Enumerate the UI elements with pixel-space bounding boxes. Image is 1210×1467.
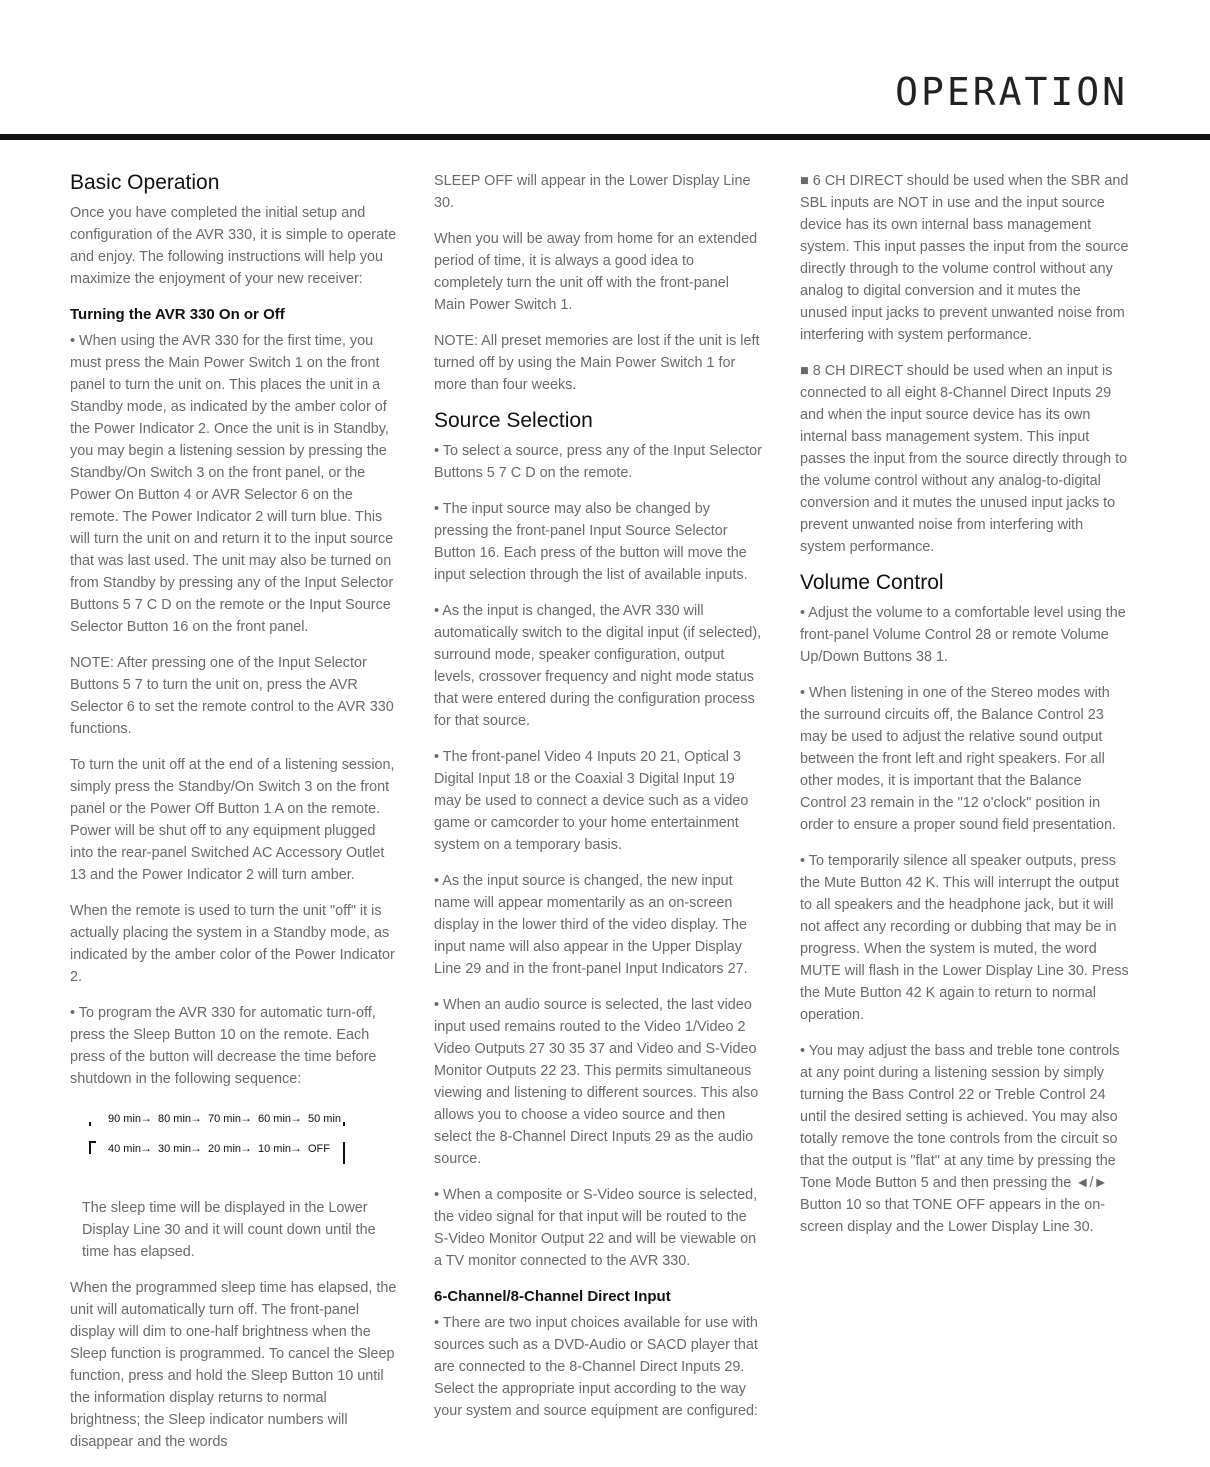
bullet-select-source: • To select a source, press any of the Input Selector Buttons 5 7 C D on the remote. (434, 443, 762, 481)
sleep-step-7: 20 min (208, 1143, 242, 1155)
sleep-arrow-8: → (290, 1141, 302, 1155)
paragraph-sleep-display: The sleep time will be displayed in the Lower Display Line 30 and it will count down until the time has elapsed. (82, 1200, 376, 1260)
heading-source-selection: Source Selection (434, 409, 593, 432)
column-2 (434, 170, 764, 1436)
sleep-arrow-0: → (140, 1111, 152, 1125)
bullet-front-panel-selector: • The input source may also be changed by pressing the front-panel Input Source Selector Button 16. Each press of the button will move the input selection through the list of available inputs. (434, 501, 748, 583)
sleep-arrow-2: → (240, 1111, 252, 1125)
intro-paragraph: Once you have completed the initial setup and configuration of the AVR 330, it is simple to operate and enjoy. The following instructions will help you maximize the enjoyment of your new receiver: (70, 205, 397, 287)
heading-direct-input: 6-Channel/8-Channel Direct Input (434, 1288, 671, 1305)
sleep-arrow-5: → (140, 1141, 152, 1155)
heading-volume-control: Volume Control (800, 571, 944, 594)
item-6ch-direct: ■ 6 CH DIRECT should be used when the SBR and SBL inputs are NOT in use and the input source device has its own internal bass management system. This input passes the input from the source directly through to the volume control without any analog to digital conversion and it mutes the unused input jacks to prevent unwanted noise from interfering with system performance. (800, 173, 1129, 343)
bullet-tone: • You may adjust the bass and treble tone controls at any point during a listening session by simply turning the Bass Control 22 or Treble Control 24 until the desired setting is achieved. You may also totally remove the tone controls from the circuit so that the output is "flat" at any time by pressing the Tone Mode Button 5 and then pressing the ◄/► Button 10 so that TONE OFF appears in the on-screen display and the Lower Display Line 30. (800, 1043, 1120, 1235)
page-title: OPERATION (895, 70, 1128, 114)
bullet-mute: • To temporarily silence all speaker outputs, press the Mute Button 42 K. This will interrupt the output to all speakers and the headphone jack, but it will not affect any recording or dubbing that may be in progress. When the system is muted, the word MUTE will flash in the Lower Display Line 30. Press the Mute Button 42 K again to return to normal operation. (800, 853, 1129, 1023)
column-1 (70, 170, 400, 1467)
bullet-input-name: • As the input source is changed, the new input name will appear momentarily as an on-screen display in the lower third of the video display. The input name will also appear in the Upper Display Line 29 and in the front-panel Input Indicators 27. (434, 873, 748, 977)
sleep-step-4: 50 min (308, 1113, 342, 1125)
paragraph-turn-off: To turn the unit off at the end of a listening session, simply press the Standby/On Switch 3 on the front panel or the Power Off Button 1 A on the remote. Power will be shut off to any equipment plugged into the rear-panel Switched AC Accessory Outlet 13 and the Power Indicator 2 will turn amber. (70, 757, 395, 883)
sleep-step-2: 70 min (208, 1113, 242, 1125)
paragraph-sleep-elapsed: When the programmed sleep time has elapsed, the unit will automatically turn off. The front-panel display will dim to one-half brightness when the Sleep function is programmed. To cancel the Sleep function, press and hold the Sleep Button 10 until the information display returns to normal brightness; the Sleep indicator numbers will disappear and the words (70, 1280, 397, 1450)
bullet-volume: • Adjust the volume to a comfortable level using the front-panel Volume Control 28 or remote Volume Up/Down Buttons 38 1. (800, 605, 1126, 665)
bullet-first-use: • When using the AVR 330 for the first time, you must press the Main Power Switch 1 on the front panel to turn the unit on. This places the unit in a Standby mode, as indicated by the amber color of the Power Indicator 2. Once the unit is in Standby, you may begin a listening session by pressing the Standby/On Switch 3 on the front panel, or the Power On Button 4 or AVR Selector 6 on the remote. The Power Indicator 2 will turn blue. This will turn the unit on and return it to the input source that was last used. The unit may also be turned on from Standby by pressing any of the Input Selector Buttons 5 7 C D on the remote or the Input Source Selector Button 16 on the front panel. (70, 333, 394, 635)
sleep-step-1: 80 min (158, 1113, 192, 1125)
heading-turning-on-off: Turning the AVR 330 On or Off (70, 306, 285, 323)
sleep-step-8: 10 min (258, 1143, 292, 1155)
heading-basic-operation: Basic Operation (70, 171, 220, 194)
sleep-arrow-1: → (190, 1111, 202, 1125)
column-3 (800, 170, 1130, 1252)
sleep-step-5: 40 min (108, 1143, 142, 1155)
bullet-direct-input: • There are two input choices available for use with sources such as a DVD-Audio or SACD player that are connected to the 8-Channel Direct Inputs 29. Select the appropriate input according to the way your system and source equipment are configured: (434, 1315, 758, 1419)
sleep-step-0: 90 min (108, 1113, 142, 1125)
sleep-step-9: OFF (308, 1143, 330, 1155)
header-rule (0, 134, 1210, 140)
bullet-composite-svideo: • When a composite or S-Video source is selected, the video signal for that input will be routed to the S-Video Monitor Output 22 and will be viewable on a TV monitor connected to the AVR 330. (434, 1187, 758, 1269)
sleep-sequence-diagram (82, 1108, 402, 1174)
paragraph-sleep-off: SLEEP OFF will appear in the Lower Display Line 30. (434, 173, 751, 211)
bullet-front-inputs: • The front-panel Video 4 Inputs 20 21, Optical 3 Digital Input 18 or the Coaxial 3 Digital Input 19 may be used to connect a device such as a video game or camcorder to your home entertainment system on a temporary basis. (434, 749, 749, 853)
paragraph-remote-standby: When the remote is used to turn the unit "off" it is actually placing the system in a Standby mode, as indicated by the amber color of the Power Indicator 2. (70, 903, 395, 985)
sleep-step-6: 30 min (158, 1143, 192, 1155)
sleep-arrow-6: → (190, 1141, 202, 1155)
paragraph-away: When you will be away from home for an extended period of time, it is always a good idea to completely turn the unit off with the front-panel Main Power Switch 1. (434, 231, 758, 313)
bullet-balance: • When listening in one of the Stereo modes with the surround circuits off, the Balance Control 23 may be used to adjust the relative sound output between the front left and right speakers. For all other modes, it is important that the Balance Control 23 remain in the "12 o'clock" position in order to ensure a proper sound field presentation. (800, 685, 1116, 833)
sleep-arrow-3: → (290, 1111, 302, 1125)
bullet-auto-switch: • As the input is changed, the AVR 330 will automatically switch to the digital input (if selected), surround mode, speaker configuration, output levels, crossover frequency and night mode status that were entered during the configuration process for that source. (434, 603, 762, 729)
sleep-step-3: 60 min (258, 1113, 292, 1125)
item-8ch-direct: ■ 8 CH DIRECT should be used when an input is connected to all eight 8-Channel Direct Inputs 29 and when the input source device has its own internal bass management system. This input passes the input from the source directly through to the volume control without any analog-to-digital conversion and it mutes the unused input jacks to prevent unwanted noise from interfering with system performance. (800, 363, 1128, 555)
bullet-audio-source: • When an audio source is selected, the last video input used remains routed to the Video 1/Video 2 Video Outputs 27 30 35 37 and Video and S-Video Monitor Outputs 22 23. This permits simultaneous viewing and listening to different sources. This also allows you to choose a video source and then select the 8-Channel Direct Inputs 29 as the audio source. (434, 997, 759, 1167)
bullet-sleep-program: • To program the AVR 330 for automatic turn-off, press the Sleep Button 10 on the remote. Each press of the button will decrease the time before shutdown in the following sequence: (70, 1005, 377, 1087)
note-input-selector: NOTE: After pressing one of the Input Selector Buttons 5 7 to turn the unit on, press the AVR Selector 6 to set the remote control to the AVR 330 functions. (70, 655, 394, 737)
sleep-arrow-7: → (240, 1141, 252, 1155)
note-preset-memories: NOTE: All preset memories are lost if the unit is left turned off by using the Main Power Switch 1 for more than four weeks. (434, 333, 760, 393)
